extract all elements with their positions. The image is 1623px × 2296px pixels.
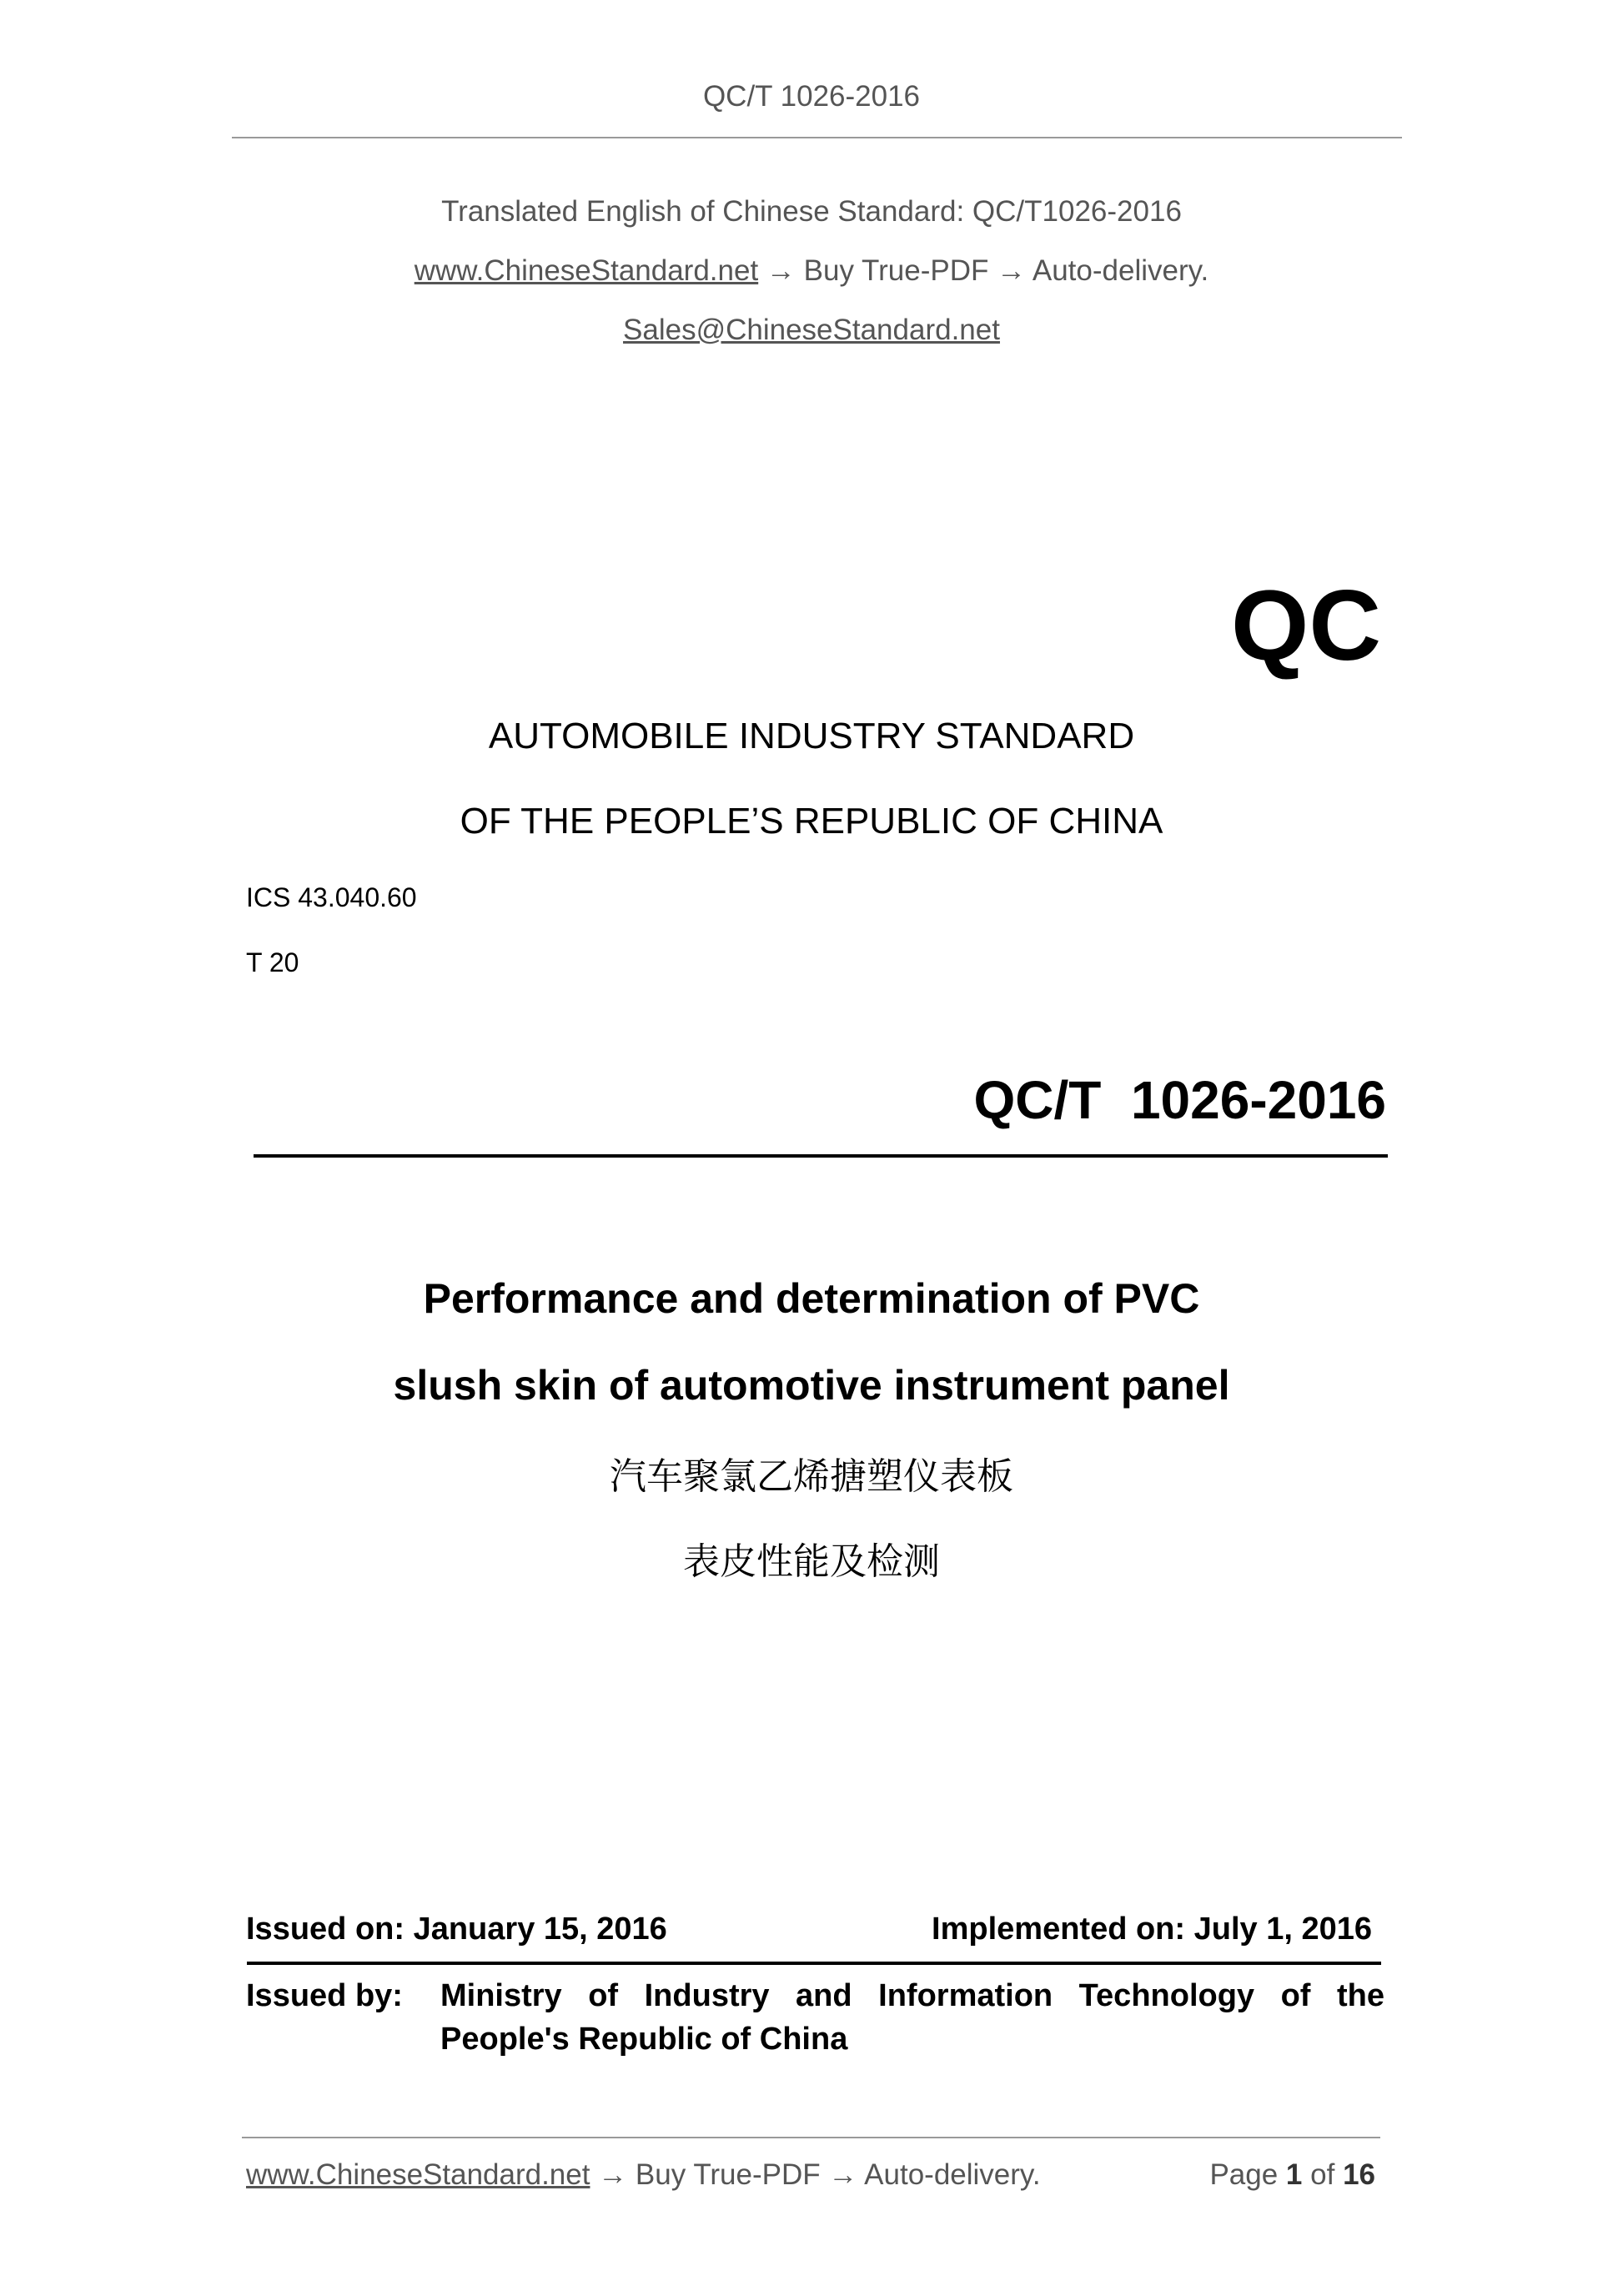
org-line-1: AUTOMOBILE INDUSTRY STANDARD	[488, 716, 1135, 756]
category-code: T 20	[246, 947, 299, 977]
title-cn-line-1: 汽车聚氯乙烯搪塑仪表板	[610, 1455, 1013, 1498]
ics-code: ICS 43.040.60	[246, 882, 417, 912]
header-divider	[232, 137, 1402, 138]
footer-promo-text: → Buy True-PDF → Auto-delivery.	[590, 2158, 1041, 2191]
qc-logo: QC	[1231, 570, 1381, 681]
site-link[interactable]: www.ChineseStandard.net	[414, 254, 759, 287]
promo-line	[0, 254, 1623, 288]
implemented-on: Implemented on: July 1, 2016	[932, 1912, 1372, 1947]
email-link[interactable]: Sales@ChineseStandard.net	[623, 314, 1000, 346]
page-current: 1	[1285, 2158, 1303, 2191]
footer-promo	[246, 2158, 1041, 2192]
org-line-2: OF THE PEOPLE’S REPUBLIC OF CHINA	[460, 801, 1163, 842]
footer-divider	[242, 2137, 1380, 2138]
running-header: QC/T 1026-2016	[702, 80, 921, 113]
issued-by-line-2: People's Republic of China	[440, 2022, 848, 2057]
title-en-line-2: slush skin of automotive instrument panel	[393, 1362, 1230, 1409]
of-word: of	[1310, 2158, 1335, 2191]
page-total: 16	[1343, 2158, 1375, 2191]
email-line	[0, 314, 1623, 347]
issued-by-line-1: Ministry of Industry and Information Technology of the	[440, 1978, 1384, 2013]
title-cn-line-2: 表皮性能及检测	[683, 1540, 940, 1583]
issued-on: Issued on: January 15, 2016	[246, 1912, 667, 1947]
dates-divider	[247, 1962, 1381, 1965]
page-word: Page	[1209, 2158, 1279, 2191]
promo-text: → Buy True-PDF → Auto-delivery.	[758, 254, 1209, 287]
footer-site-link[interactable]: www.ChineseStandard.net	[246, 2158, 590, 2191]
title-divider	[254, 1154, 1388, 1158]
title-en-line-1: Performance and determination of PVC	[423, 1275, 1200, 1322]
standard-number: QC/T 1026-2016	[973, 1070, 1386, 1130]
translated-note: Translated English of Chinese Standard: QC/T1026-2016	[441, 195, 1182, 228]
issued-by-label: Issued by:	[246, 1978, 403, 2013]
page-indicator	[1209, 2158, 1375, 2192]
